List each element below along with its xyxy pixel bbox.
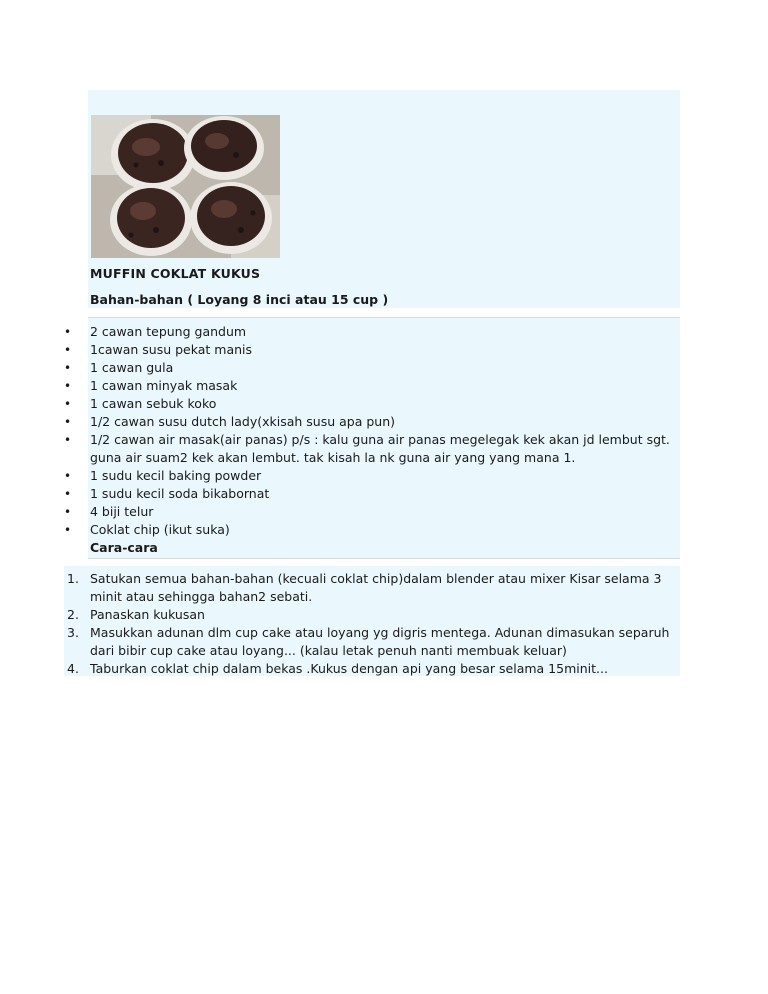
step-text: Satukan semua bahan-bahan (kecuali coklat chip)dalam blender atau mixer Kisar selama 3 minit atau sehingga bahan2 sebati.: [90, 571, 662, 604]
ingredients-list: [64, 323, 684, 539]
step-text: Taburkan coklat chip dalam bekas .Kukus dengan api yang besar selama 15minit...: [90, 661, 608, 676]
divider: [88, 558, 680, 559]
step-number: 4.: [67, 661, 79, 676]
list-item: • 1 cawan gula: [64, 359, 684, 377]
list-item: • 1/2 cawan susu dutch lady(xkisah susu apa pun): [64, 413, 684, 431]
method-heading: Cara-cara: [90, 540, 158, 555]
list-item: • 1 cawan minyak masak: [64, 377, 684, 395]
step-number: 1.: [67, 571, 79, 586]
list-item: • 2 cawan tepung gandum: [64, 323, 684, 341]
recipe-title: MUFFIN COKLAT KUKUS: [90, 266, 261, 281]
list-item: • 1/2 cawan air masak(air panas) p/s : kalu guna air panas megelegak kek akan jd lembut sgt. guna air suam2 kek akan lembut. tak kisah la nk guna air yang yang mana 1.: [64, 431, 684, 467]
step-number: 2.: [67, 607, 79, 622]
list-item: [64, 606, 684, 624]
list-item: • 1cawan susu pekat manis: [64, 341, 684, 359]
step-text: Panaskan kukusan: [90, 607, 205, 622]
step-text: Masukkan adunan dlm cup cake atau loyang yg digris mentega. Adunan dimasukan separuh dari bibir cup cake atau loyang... (kalau letak penuh nanti membuak keluar): [90, 625, 670, 658]
list-item: • 4 biji telur: [64, 503, 684, 521]
step-number: 3.: [67, 625, 79, 640]
muffin-photo: [91, 115, 280, 258]
list-item: [64, 660, 684, 678]
list-item: • 1 sudu kecil baking powder: [64, 467, 684, 485]
list-item: [64, 570, 684, 606]
list-item: • Coklat chip (ikut suka): [64, 521, 684, 539]
ingredients-heading: Bahan-bahan ( Loyang 8 inci atau 15 cup ): [90, 292, 389, 307]
list-item: • 1 sudu kecil soda bikabornat: [64, 485, 684, 503]
list-item: [64, 624, 684, 660]
list-item: • 1 cawan sebuk koko: [64, 395, 684, 413]
steps-list: [64, 570, 684, 678]
muffin-photo-illustration: [91, 115, 280, 258]
